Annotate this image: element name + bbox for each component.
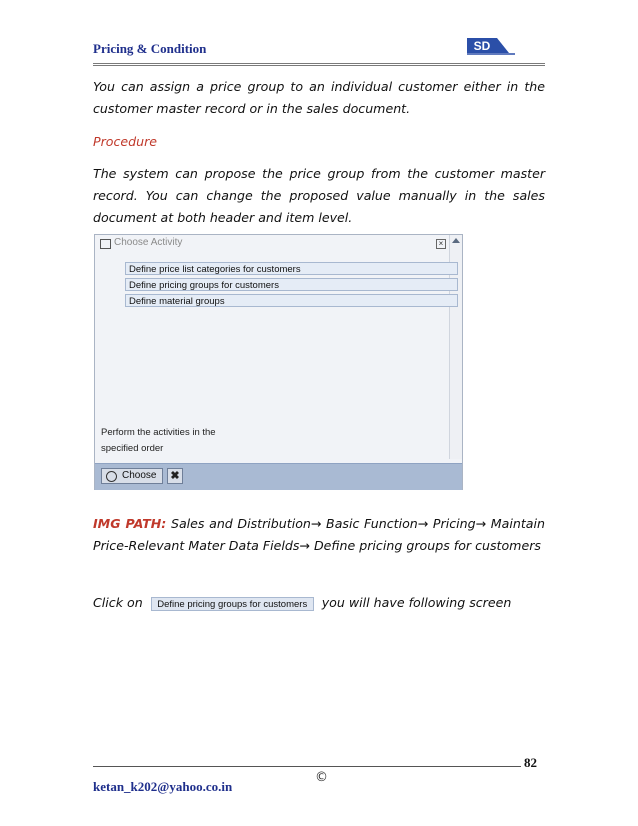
cancel-button[interactable]: ✖: [167, 468, 183, 484]
choose-icon: [106, 471, 117, 482]
procedure-paragraph: The system can propose the price group from the customer master record. You can change the proposed value manually in the sales document at both header and item level.: [93, 166, 545, 225]
click-prefix: Click on: [93, 595, 143, 610]
footer-email: ketan_k202@yahoo.co.in: [93, 779, 233, 794]
choose-button[interactable]: [101, 468, 163, 484]
img-path-paragraph: [93, 513, 545, 557]
copyright-symbol: ©: [315, 770, 328, 785]
page-number: 82: [524, 755, 537, 770]
click-suffix: you will have following screen: [321, 595, 512, 610]
activity-price-list-categories[interactable]: Define price list categories for customers: [125, 262, 458, 275]
dialog-icon: [100, 239, 111, 249]
choose-label: Choose: [122, 470, 157, 481]
intro-paragraph: You can assign a price group to an individual customer either in the customer master record or in the sales document.: [93, 79, 545, 116]
dialog-titlebar: [95, 235, 462, 253]
define-pricing-groups-button[interactable]: Define pricing groups for customers: [151, 597, 314, 611]
activity-material-groups[interactable]: Define material groups: [125, 294, 458, 307]
img-path-label: IMG PATH:: [93, 516, 167, 531]
procedure-heading: Procedure: [93, 134, 158, 149]
footer-rule: [93, 766, 521, 767]
header-title: Pricing & Condition: [93, 41, 207, 56]
dialog-title: Choose Activity: [114, 237, 183, 248]
scroll-up-icon[interactable]: [452, 238, 460, 243]
click-instruction: [93, 592, 545, 614]
dialog-button-bar: [95, 463, 462, 490]
dialog-note: Perform the activities in the specified order: [101, 427, 216, 454]
sd-logo: [467, 36, 515, 56]
img-path-text: Sales and Distribution→ Basic Function→ Pricing→ Maintain Price-Relevant Mater Data Fields→ Define pricing groups for customers: [93, 516, 545, 553]
choose-activity-dialog: [94, 234, 463, 490]
header-rule: [93, 63, 545, 66]
activity-pricing-groups[interactable]: Define pricing groups for customers: [125, 278, 458, 291]
svg-text:SD: SD: [473, 39, 491, 53]
close-icon[interactable]: ×: [436, 239, 446, 249]
